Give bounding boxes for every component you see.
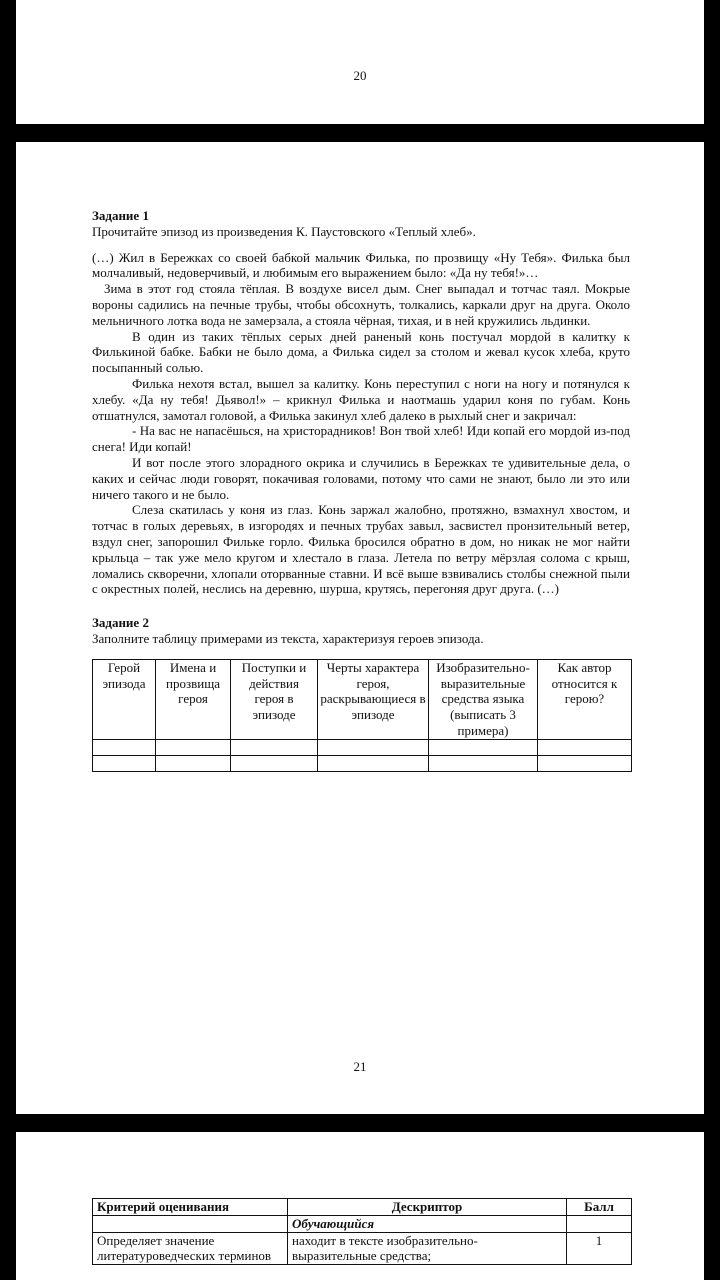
table-header-cell: Как автор относится к герою? (538, 659, 632, 739)
page-20 (16, 0, 704, 124)
table-cell[interactable] (156, 739, 231, 755)
heroes-table (92, 659, 632, 772)
table-header-cell: Поступки и действия героя в эпизоде (231, 659, 318, 739)
table-cell[interactable] (231, 755, 318, 771)
table-header-cell: Герой эпизода (93, 659, 156, 739)
table-header-cell: Изобразительно-выразительные средства языка (выписать 3 примера) (429, 659, 538, 739)
story-paragraph: Зима в этот год стояла тёплая. В воздухе висел дым. Снег выпадал и тотчас таял. Мокрые вороны садились на печные трубы, чтобы обсохнуть, толкались, каркали друг на друга. Около мельничного лотка вода не замерзала, а стояла чёрная, тихая, и в ней кружились льдинки. (92, 281, 630, 328)
score-cell: 1 (567, 1232, 632, 1265)
task-2-instruction: Заполните таблицу примерами из текста, характеризуя героев эпизода. (92, 630, 484, 646)
story-paragraph: Филька нехотя встал, вышел за калитку. Конь переступил с ноги на ногу и потянулся к хлебу. «Да ну тебя! Дьявол!» – крикнул Филька и наотмашь ударил коня по губам. Конь отшатнулся, замотал головой, а Филька закинул хлеб далеко в рыхлый снег и закричал: (92, 375, 630, 423)
table-subheader-row (93, 1215, 632, 1232)
table-header-cell: Дескриптор (288, 1199, 567, 1216)
table-header-cell: Черты характера героя, раскрывающиеся в эпизоде (318, 659, 429, 739)
table-header-row (93, 659, 632, 739)
criteria-section (92, 1198, 630, 1265)
table-row (93, 739, 632, 755)
table-cell[interactable] (429, 739, 538, 755)
table-cell[interactable] (538, 739, 632, 755)
page-number: 20 (353, 68, 367, 83)
table-header-cell: Имена и прозвища героя (156, 659, 231, 739)
table-cell[interactable] (538, 755, 632, 771)
story-paragraph: - На вас не напасёшься, на христорадников! Вон твой хлеб! Иди копай его мордой из-под снега! Иди копай! (92, 423, 630, 455)
table-cell[interactable] (318, 755, 429, 771)
table-cell[interactable] (93, 755, 156, 771)
table-cell[interactable] (429, 755, 538, 771)
task-1-title: Задание 1 (92, 208, 149, 223)
table-cell[interactable] (231, 739, 318, 755)
criteria-table (92, 1198, 632, 1265)
table-cell (93, 1215, 288, 1232)
table-header-cell: Критерий оценивания (93, 1199, 288, 1216)
table-cell[interactable] (156, 755, 231, 771)
story-paragraph: В один из таких тёплых серых дней раненый конь постучал мордой в калитку к Филькиной бабке. Бабки не было дома, а Филька сидел за столом и жевал кусок хлеба, круто посыпанный солью. (92, 328, 630, 376)
table-subheader-cell: Обучающийся (288, 1215, 567, 1232)
table-header-row (93, 1199, 632, 1216)
task-1-section (92, 208, 630, 772)
task-1-instruction: Прочитайте эпизод из произведения К. Паустовского «Теплый хлеб». (92, 223, 476, 239)
story-paragraph: И вот после этого злорадного окрика и случились в Бережках те удивительные дела, о каких и сейчас люди говорят, покачивая головами, потому что сами не знают, было ли это или ничего такого и не было. (92, 454, 630, 502)
table-row (93, 755, 632, 771)
descriptor-cell: находит в тексте изобразительно-выразительные средства; (288, 1232, 567, 1265)
task-2-title: Задание 2 (92, 615, 149, 631)
page-number: 21 (353, 1059, 367, 1074)
table-cell[interactable] (93, 739, 156, 755)
table-row (93, 1232, 632, 1265)
table-header-cell: Балл (567, 1199, 632, 1216)
page-21 (16, 142, 704, 1114)
criterion-cell: Определяет значение литературоведческих терминов (93, 1232, 288, 1265)
story-paragraph: (…) Жил в Бережках со своей бабкой мальчик Филька, по прозвищу «Ну Тебя». Филька был молчаливый, недоверчивый, и любимым его выражением было: «Да ну тебя!»… (92, 249, 630, 281)
story-paragraph: Слеза скатилась у коня из глаз. Конь заржал жалобно, протяжно, взмахнул хвостом, и тотчас в голых деревьях, в изгородях и печных трубах завыл, засвистел пронзительный ветер, вздул снег, запорошил Фильке горло. Филька бросился обратно в дом, но никак не мог найти крыльца – так уже мело кругом и хлестало в глаза. Летела по ветру мёрзлая солома с крыш, ломались скворечни, хлопали оторванные ставни. И всё выше взвивались столбы снежной пыли с окрестных полей, неслись на деревню, шурша, крутясь, перегоняя друг друга. (…) (92, 502, 630, 597)
table-cell (567, 1215, 632, 1232)
page-22 (16, 1132, 704, 1280)
table-cell[interactable] (318, 739, 429, 755)
